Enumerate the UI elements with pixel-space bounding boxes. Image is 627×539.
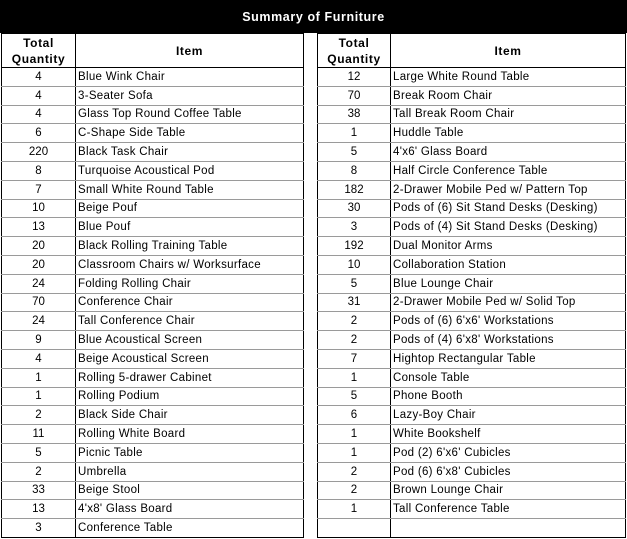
table-row bbox=[318, 406, 626, 425]
item-cell: Blue Lounge Chair bbox=[391, 274, 626, 293]
item-cell: Tall Conference Chair bbox=[76, 312, 304, 331]
quantity-cell: 3 bbox=[318, 218, 391, 237]
item-cell: Half Circle Conference Table bbox=[391, 161, 626, 180]
table-row bbox=[318, 312, 626, 331]
quantity-cell: 13 bbox=[2, 500, 76, 519]
table-row bbox=[318, 368, 626, 387]
quantity-cell: 4 bbox=[2, 68, 76, 87]
item-cell: Brown Lounge Chair bbox=[391, 481, 626, 500]
table-row bbox=[2, 180, 304, 199]
item-cell: Pods of (6) 6'x6' Workstations bbox=[391, 312, 626, 331]
quantity-cell: 4 bbox=[2, 86, 76, 105]
table-row bbox=[318, 274, 626, 293]
quantity-cell: 12 bbox=[318, 68, 391, 87]
total-quantity-header: Total Quantity bbox=[318, 34, 391, 68]
quantity-cell: 7 bbox=[318, 349, 391, 368]
quantity-cell: 6 bbox=[318, 406, 391, 425]
table-row bbox=[318, 86, 626, 105]
table-row bbox=[318, 387, 626, 406]
item-cell: C-Shape Side Table bbox=[76, 124, 304, 143]
quantity-cell: 1 bbox=[318, 425, 391, 444]
quantity-cell: 220 bbox=[2, 143, 76, 162]
table-row bbox=[318, 443, 626, 462]
item-cell: Huddle Table bbox=[391, 124, 626, 143]
table-row bbox=[2, 143, 304, 162]
item-cell: Black Side Chair bbox=[76, 406, 304, 425]
item-cell: 3-Seater Sofa bbox=[76, 86, 304, 105]
item-cell: Hightop Rectangular Table bbox=[391, 349, 626, 368]
item-cell: Pods of (4) 6'x8' Workstations bbox=[391, 331, 626, 350]
summary-title: Summary of Furniture bbox=[0, 0, 627, 33]
item-cell: Dual Monitor Arms bbox=[391, 237, 626, 256]
item-header: Item bbox=[76, 34, 304, 68]
quantity-cell: 5 bbox=[318, 143, 391, 162]
table-row bbox=[2, 312, 304, 331]
item-cell: Beige Acoustical Screen bbox=[76, 349, 304, 368]
item-cell: Beige Stool bbox=[76, 481, 304, 500]
quantity-cell: 30 bbox=[318, 199, 391, 218]
quantity-cell: 38 bbox=[318, 105, 391, 124]
item-cell: Collaboration Station bbox=[391, 255, 626, 274]
item-cell: Rolling Podium bbox=[76, 387, 304, 406]
table-row bbox=[2, 406, 304, 425]
item-cell: Pod (6) 6'x8' Cubicles bbox=[391, 462, 626, 481]
table-row bbox=[2, 161, 304, 180]
quantity-cell: 10 bbox=[318, 255, 391, 274]
table-row bbox=[2, 105, 304, 124]
table-row bbox=[318, 218, 626, 237]
table-row bbox=[318, 237, 626, 256]
quantity-cell: 11 bbox=[2, 425, 76, 444]
quantity-cell: 4 bbox=[2, 105, 76, 124]
quantity-cell: 31 bbox=[318, 293, 391, 312]
quantity-cell: 13 bbox=[2, 218, 76, 237]
header-row bbox=[318, 34, 626, 68]
item-cell: Tall Break Room Chair bbox=[391, 105, 626, 124]
table-row bbox=[318, 124, 626, 143]
table-row bbox=[2, 274, 304, 293]
quantity-cell: 70 bbox=[318, 86, 391, 105]
quantity-cell: 10 bbox=[2, 199, 76, 218]
quantity-cell: 1 bbox=[2, 387, 76, 406]
table-row bbox=[2, 519, 304, 538]
quantity-cell: 3 bbox=[2, 519, 76, 538]
quantity-cell: 4 bbox=[2, 349, 76, 368]
table-row bbox=[2, 349, 304, 368]
quantity-cell: 7 bbox=[2, 180, 76, 199]
item-cell: Conference Chair bbox=[76, 293, 304, 312]
quantity-cell: 5 bbox=[2, 443, 76, 462]
table-row bbox=[318, 462, 626, 481]
furniture-table-right bbox=[317, 33, 626, 538]
item-cell: Pod (2) 6'x6' Cubicles bbox=[391, 443, 626, 462]
item-cell: Large White Round Table bbox=[391, 68, 626, 87]
item-cell: Black Task Chair bbox=[76, 143, 304, 162]
table-row bbox=[318, 293, 626, 312]
quantity-cell bbox=[318, 519, 391, 538]
quantity-cell: 2 bbox=[318, 331, 391, 350]
quantity-cell: 1 bbox=[318, 368, 391, 387]
item-header: Item bbox=[391, 34, 626, 68]
table-row bbox=[318, 481, 626, 500]
table-row bbox=[2, 462, 304, 481]
item-cell: Turquoise Acoustical Pod bbox=[76, 161, 304, 180]
table-row bbox=[2, 293, 304, 312]
item-cell: Picnic Table bbox=[76, 443, 304, 462]
table-row bbox=[2, 425, 304, 444]
item-cell: Folding Rolling Chair bbox=[76, 274, 304, 293]
item-cell: 4'x8' Glass Board bbox=[76, 500, 304, 519]
item-cell: 2-Drawer Mobile Ped w/ Pattern Top bbox=[391, 180, 626, 199]
total-quantity-header: Total Quantity bbox=[2, 34, 76, 68]
quantity-cell: 8 bbox=[2, 161, 76, 180]
item-cell: White Bookshelf bbox=[391, 425, 626, 444]
quantity-cell: 2 bbox=[318, 481, 391, 500]
item-cell: Rolling 5-drawer Cabinet bbox=[76, 368, 304, 387]
quantity-cell: 5 bbox=[318, 274, 391, 293]
item-cell: Pods of (6) Sit Stand Desks (Desking) bbox=[391, 199, 626, 218]
quantity-cell: 2 bbox=[2, 406, 76, 425]
table-row bbox=[318, 105, 626, 124]
item-cell: Glass Top Round Coffee Table bbox=[76, 105, 304, 124]
item-cell: Conference Table bbox=[76, 519, 304, 538]
quantity-cell: 2 bbox=[318, 312, 391, 331]
table-row bbox=[2, 387, 304, 406]
quantity-cell: 2 bbox=[318, 462, 391, 481]
quantity-cell: 2 bbox=[2, 462, 76, 481]
item-cell: Classroom Chairs w/ Worksurface bbox=[76, 255, 304, 274]
item-cell: Pods of (4) Sit Stand Desks (Desking) bbox=[391, 218, 626, 237]
quantity-cell: 8 bbox=[318, 161, 391, 180]
item-cell: Break Room Chair bbox=[391, 86, 626, 105]
quantity-cell: 70 bbox=[2, 293, 76, 312]
item-cell: 4'x6' Glass Board bbox=[391, 143, 626, 162]
table-row bbox=[2, 218, 304, 237]
quantity-cell: 5 bbox=[318, 387, 391, 406]
table-row bbox=[318, 161, 626, 180]
item-cell: Beige Pouf bbox=[76, 199, 304, 218]
item-cell: Umbrella bbox=[76, 462, 304, 481]
table-row bbox=[318, 519, 626, 538]
table-row bbox=[2, 443, 304, 462]
table-row bbox=[2, 500, 304, 519]
item-cell: Console Table bbox=[391, 368, 626, 387]
table-row bbox=[2, 68, 304, 87]
quantity-cell: 192 bbox=[318, 237, 391, 256]
table-row bbox=[318, 199, 626, 218]
item-cell: Tall Conference Table bbox=[391, 500, 626, 519]
table-row bbox=[2, 331, 304, 350]
item-cell: Blue Acoustical Screen bbox=[76, 331, 304, 350]
table-row bbox=[318, 68, 626, 87]
header-row bbox=[2, 34, 304, 68]
furniture-table-left bbox=[1, 33, 304, 538]
quantity-cell: 9 bbox=[2, 331, 76, 350]
item-cell: Lazy-Boy Chair bbox=[391, 406, 626, 425]
table-row bbox=[318, 255, 626, 274]
quantity-cell: 1 bbox=[318, 124, 391, 143]
table-row bbox=[2, 255, 304, 274]
quantity-cell: 20 bbox=[2, 237, 76, 256]
table-row bbox=[2, 237, 304, 256]
quantity-cell: 20 bbox=[2, 255, 76, 274]
quantity-cell: 1 bbox=[318, 443, 391, 462]
item-cell: Blue Wink Chair bbox=[76, 68, 304, 87]
table-row bbox=[318, 500, 626, 519]
item-cell bbox=[391, 519, 626, 538]
table-row bbox=[318, 180, 626, 199]
quantity-cell: 1 bbox=[318, 500, 391, 519]
table-row bbox=[2, 368, 304, 387]
table-row bbox=[318, 349, 626, 368]
quantity-cell: 24 bbox=[2, 312, 76, 331]
quantity-cell: 33 bbox=[2, 481, 76, 500]
quantity-cell: 1 bbox=[2, 368, 76, 387]
table-row bbox=[2, 124, 304, 143]
quantity-cell: 182 bbox=[318, 180, 391, 199]
table-row bbox=[318, 425, 626, 444]
quantity-cell: 6 bbox=[2, 124, 76, 143]
table-row bbox=[2, 86, 304, 105]
item-cell: 2-Drawer Mobile Ped w/ Solid Top bbox=[391, 293, 626, 312]
quantity-cell: 24 bbox=[2, 274, 76, 293]
item-cell: Phone Booth bbox=[391, 387, 626, 406]
table-row bbox=[318, 331, 626, 350]
item-cell: Blue Pouf bbox=[76, 218, 304, 237]
item-cell: Black Rolling Training Table bbox=[76, 237, 304, 256]
table-row bbox=[318, 143, 626, 162]
item-cell: Small White Round Table bbox=[76, 180, 304, 199]
table-row bbox=[2, 481, 304, 500]
item-cell: Rolling White Board bbox=[76, 425, 304, 444]
table-row bbox=[2, 199, 304, 218]
